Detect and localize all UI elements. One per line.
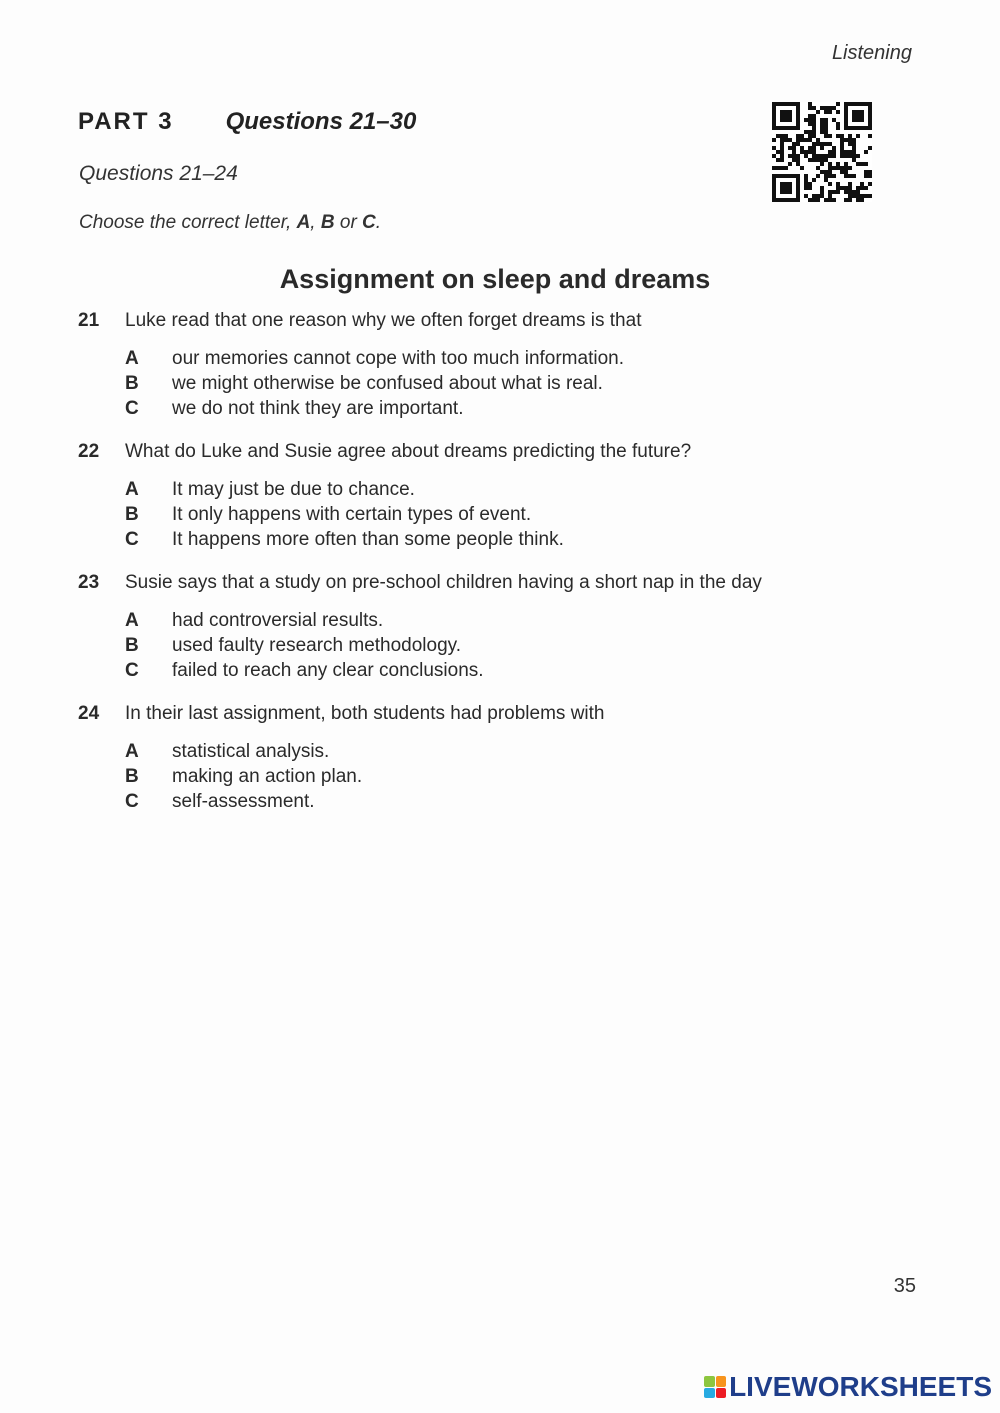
question-text: Susie says that a study on pre-school children having a short nap in the day <box>125 572 762 593</box>
question-24 <box>78 703 938 816</box>
liveworksheets-brand[interactable] <box>704 1371 992 1403</box>
option-text: self-assessment. <box>172 791 315 812</box>
qr-code-icon <box>772 102 872 202</box>
option-22-c[interactable] <box>78 529 938 554</box>
option-24-b[interactable] <box>78 766 938 791</box>
option-letter: A <box>125 741 139 762</box>
option-21-a[interactable] <box>78 348 938 373</box>
option-23-a[interactable] <box>78 610 938 635</box>
option-24-a[interactable] <box>78 741 938 766</box>
option-text: had controversial results. <box>172 610 384 631</box>
question-text: In their last assignment, both students had problems with <box>125 703 605 724</box>
option-text: we might otherwise be confused about what is real. <box>172 373 603 394</box>
part-question-range: Questions 21–30 <box>225 108 417 135</box>
option-letter: A <box>125 348 139 369</box>
brand-name: LIVEWORKSHEETS <box>729 1371 992 1402</box>
option-text: used faulty research methodology. <box>172 635 462 656</box>
option-letter: B <box>125 766 139 787</box>
option-text: making an action plan. <box>172 766 363 787</box>
part-heading <box>78 108 416 136</box>
option-23-c[interactable] <box>78 660 938 685</box>
assignment-title: Assignment on sleep and dreams <box>279 264 711 294</box>
option-text: our memories cannot cope with too much information. <box>172 348 624 369</box>
option-text: It only happens with certain types of event. <box>172 504 532 525</box>
question-list <box>78 310 938 834</box>
option-text: It may just be due to chance. <box>172 479 415 500</box>
option-letter: B <box>125 373 139 394</box>
question-21 <box>78 310 938 423</box>
question-text: Luke read that one reason why we often forget dreams is that <box>125 310 642 331</box>
option-21-b[interactable] <box>78 373 938 398</box>
option-21-c[interactable] <box>78 398 938 423</box>
option-letter: B <box>125 635 139 656</box>
page-number: 35 <box>893 1275 916 1297</box>
option-22-a[interactable] <box>78 479 938 504</box>
option-text: failed to reach any clear conclusions. <box>172 660 484 681</box>
section-label: Listening <box>831 42 912 64</box>
option-letter: C <box>125 791 139 812</box>
option-letter: B <box>125 504 139 525</box>
option-letter: C <box>125 660 139 681</box>
instruction-text: Choose the correct letter, A, B or C. <box>79 212 382 233</box>
question-23 <box>78 572 938 685</box>
question-number: 24 <box>78 703 100 724</box>
question-number: 23 <box>78 572 100 593</box>
liveworksheets-logo-icon <box>704 1376 726 1398</box>
question-number: 22 <box>78 441 100 462</box>
option-text: we do not think they are important. <box>172 398 464 419</box>
question-text: What do Luke and Susie agree about dreams predicting the future? <box>125 441 692 462</box>
question-number: 21 <box>78 310 100 331</box>
option-text: statistical analysis. <box>172 741 330 762</box>
option-letter: C <box>125 529 139 550</box>
question-22 <box>78 441 938 554</box>
option-24-c[interactable] <box>78 791 938 816</box>
option-letter: C <box>125 398 139 419</box>
option-text: It happens more often than some people think. <box>172 529 564 550</box>
option-23-b[interactable] <box>78 635 938 660</box>
questions-subheading: Questions 21–24 <box>79 162 238 185</box>
option-22-b[interactable] <box>78 504 938 529</box>
option-letter: A <box>125 610 139 631</box>
option-letter: A <box>125 479 139 500</box>
part-label: PART 3 <box>78 108 174 135</box>
